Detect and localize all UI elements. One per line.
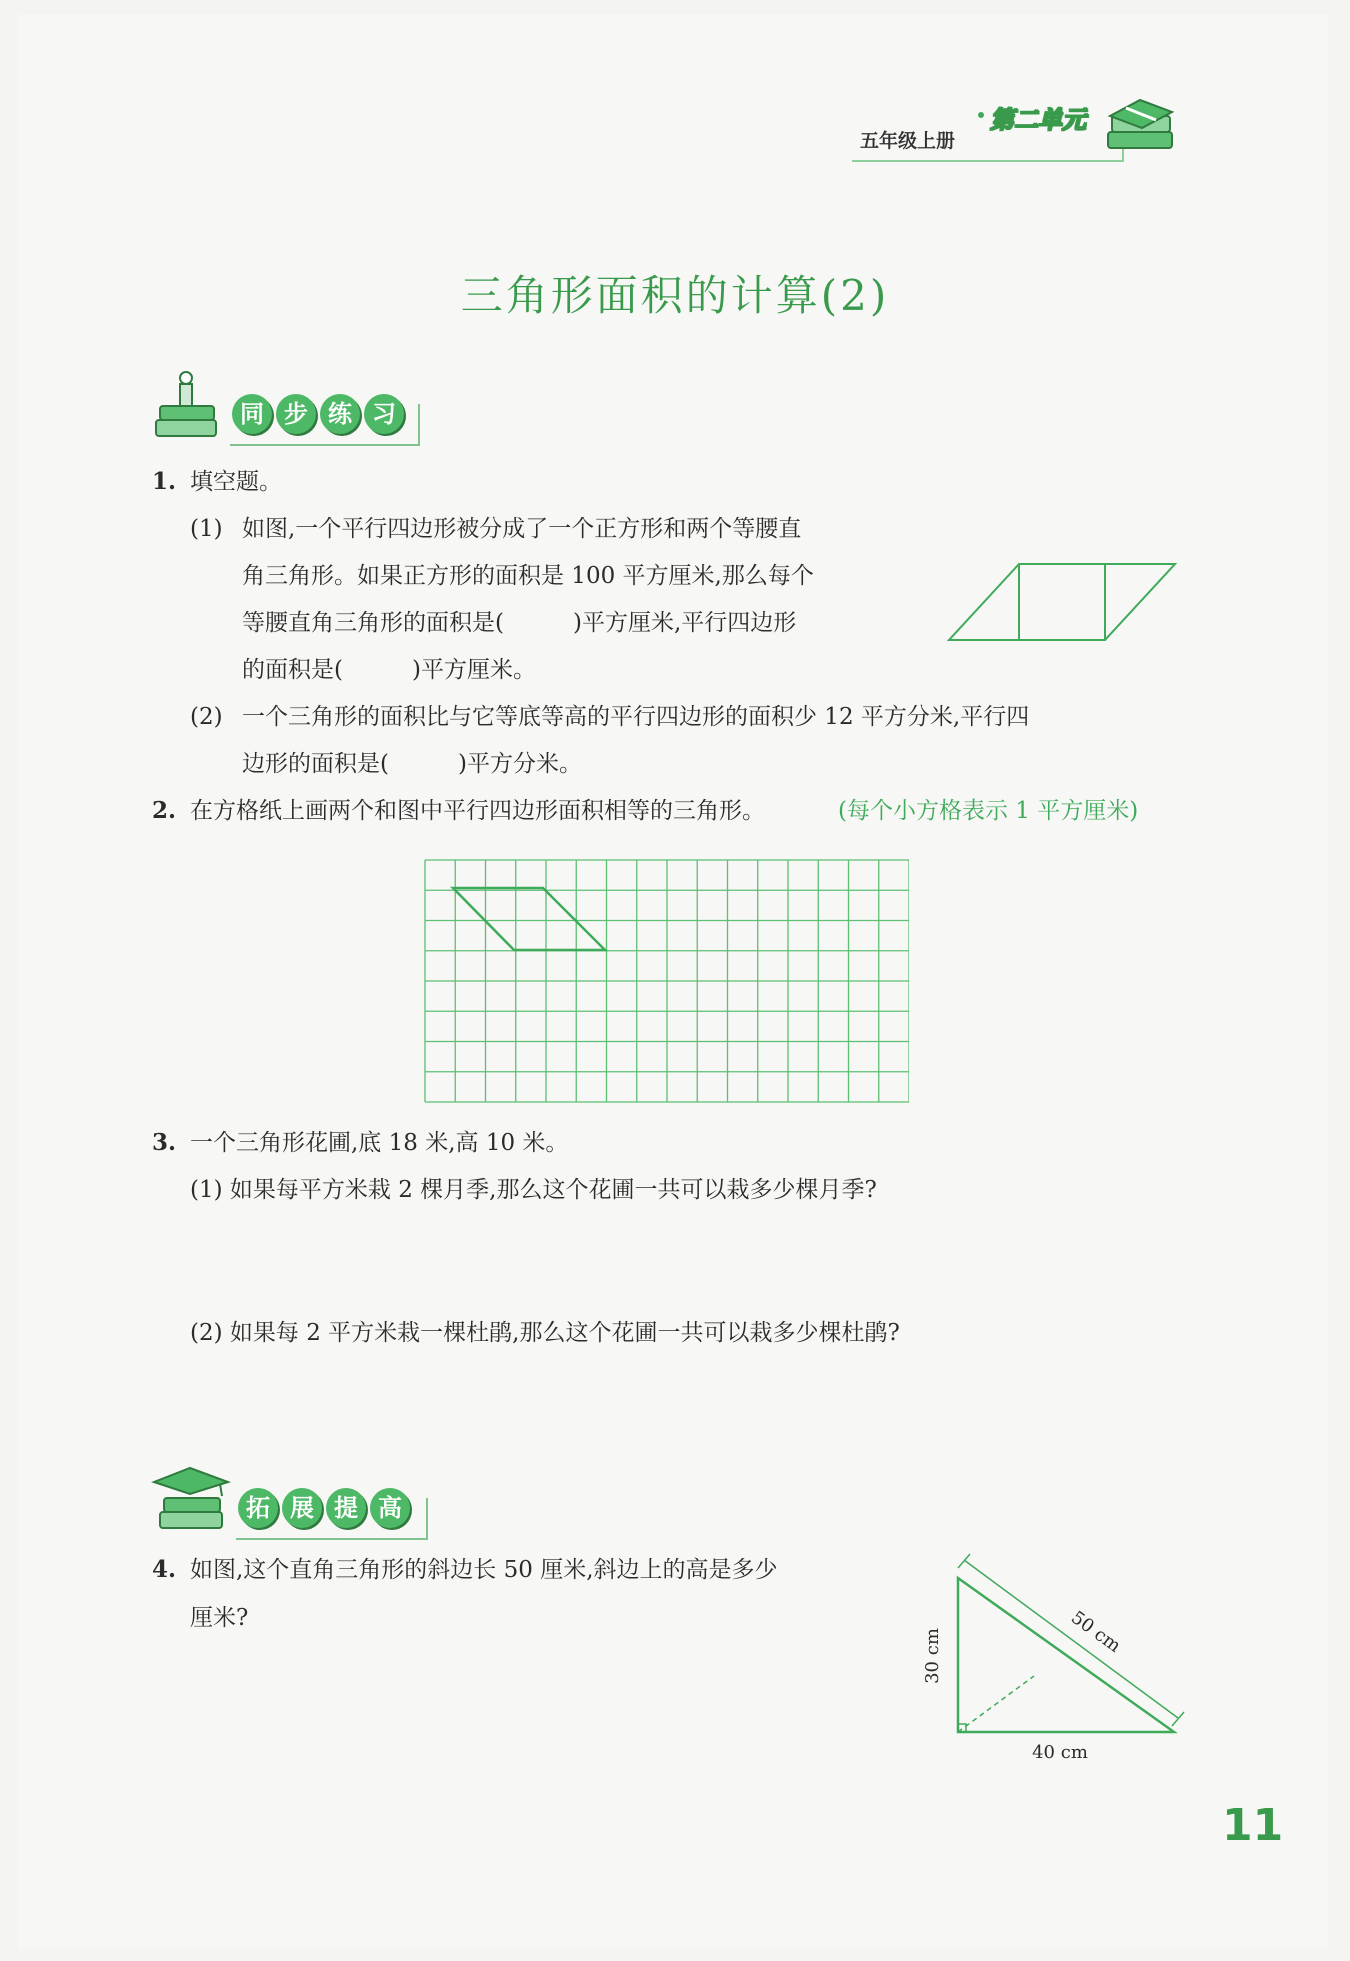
books-stack-icon (1100, 88, 1180, 160)
section1-char: 习 (364, 394, 404, 434)
q1-p2-line1: 一个三角形的面积比与它等底等高的平行四边形的面积少 12 平方分米,平行四 (242, 704, 1030, 730)
q3-number: 3. (152, 1129, 177, 1156)
q2-note: (每个小方格表示 1 平方厘米) (838, 798, 1139, 824)
section2-char: 拓 (238, 1488, 278, 1528)
section2-char: 高 (370, 1488, 410, 1528)
leg-horizontal-label: 40 cm (1032, 1742, 1088, 1763)
graduation-cap-books-icon (150, 1462, 234, 1542)
grid-paper (423, 858, 909, 1106)
q1-p2-label: (2) (190, 704, 223, 730)
section1-char: 步 (276, 394, 316, 434)
q1-p1-line1: 如图,一个平行四边形被分成了一个正方形和两个等腰直 (242, 516, 802, 542)
q1-p1-line3: 等腰直角三角形的面积是( )平方厘米,平行四边形 (242, 610, 797, 636)
page-number: 11 (1222, 1800, 1284, 1851)
section2-char: 提 (326, 1488, 366, 1528)
q1-p2-line2: 边形的面积是( )平方分米。 (242, 751, 582, 777)
q3-p2: (2) 如果每 2 平方米栽一棵杜鹃,那么这个花圃一共可以栽多少棵杜鹃? (190, 1320, 900, 1346)
grid-parallelogram (453, 888, 605, 950)
right-triangle-figure (920, 1550, 1190, 1765)
leg-vertical-label: 30 cm (922, 1628, 943, 1684)
lamp-books-icon (150, 368, 230, 448)
page-title: 三角形面积的计算(2) (460, 271, 890, 320)
header-dot (978, 112, 984, 118)
q2-number: 2. (152, 797, 177, 824)
q2-text: 在方格纸上画两个和图中平行四边形面积相等的三角形。 (190, 798, 765, 824)
header-unit: 第二单元 (990, 106, 1086, 134)
section1-char: 练 (320, 394, 360, 434)
q1-number: 1. (152, 468, 177, 495)
q4-number: 4. (152, 1556, 177, 1583)
q1-p1-line2: 角三角形。如果正方形的面积是 100 平方厘米,那么每个 (242, 563, 814, 589)
section1-header (232, 394, 404, 434)
q1-text: 填空题。 (190, 469, 282, 495)
q3-text: 一个三角形花圃,底 18 米,高 10 米。 (190, 1130, 569, 1156)
q1-p1-label: (1) (190, 516, 223, 542)
q4-line1: 如图,这个直角三角形的斜边长 50 厘米,斜边上的高是多少 (190, 1557, 778, 1583)
q4-line2: 厘米? (190, 1605, 249, 1631)
hypotenuse-label: 50 cm (1067, 1607, 1125, 1657)
section2-char: 展 (282, 1488, 322, 1528)
q1-p1-line4: 的面积是( )平方厘米。 (242, 657, 536, 683)
parallelogram-square-figure (945, 560, 1180, 645)
section1-char: 同 (232, 394, 272, 434)
header-grade: 五年级上册 (860, 130, 956, 152)
q3-p1: (1) 如果每平方米栽 2 棵月季,那么这个花圃一共可以栽多少棵月季? (190, 1177, 877, 1203)
section2-header (238, 1488, 410, 1528)
